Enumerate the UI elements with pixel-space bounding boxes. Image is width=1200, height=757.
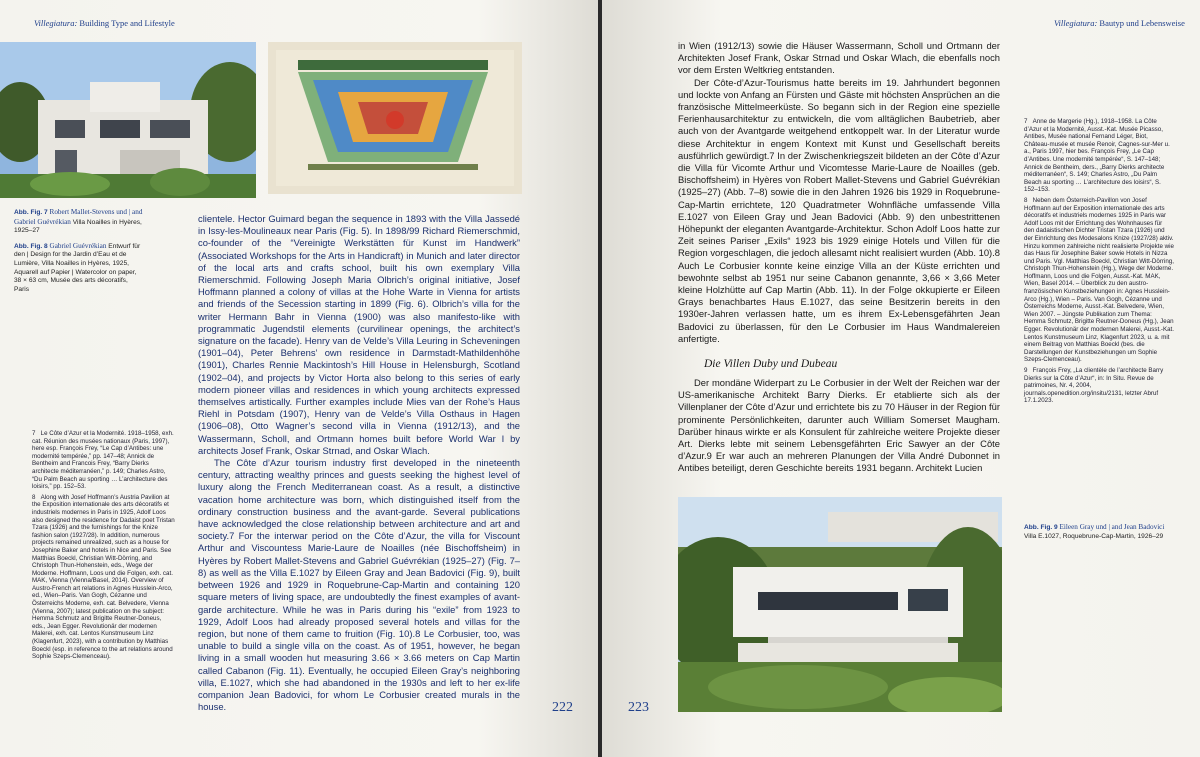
left-captions bbox=[14, 208, 144, 300]
left-page bbox=[0, 0, 598, 757]
body-paragraph: Der Côte-d’Azur-Tourismus hatte bereits im 19. Jahrhundert begonnen und lockte von Anfang an Fürsten und Gäste mit höchsten Ansprüchen an die französische Mittelmeerküste. So begann sich in der Region eine spezielle Ferienhausarchitektur zu entwickeln, die vom alltäglichen Baubetrieb, aber auch von der Avantgarde weitgehend entkoppelt war. In der Literatur wurde diese Architektur in engem Kontext mit Kunst und Gesellschaft bereits ausführlich gewürdigt.7 In der Zwischenkriegszeit bildeten an der Côte d’Azur die Villa für Vicomte Arthur und Vicomtesse Marie-Laure de Noailles (geb. Bischoffsheim) in Hyères von Robert Mallet-Stevens und Gabriel Guévrékian (1925–27) (Abb. 7–8) sowie die in den Jahren 1926 bis 1929 in Roquebrune-Cap-Martin errichtete, 120 Quadratmeter Wohnfläche umfassende Villa E.1027 von Eileen Gray und Jean Badovici (Abb. 9) den unbestrittenen Höhepunkt der eleganten Avantgarde-Architektur. Schon Adolf Loos hatte zur Zeit seines Pariser „Exils“ 1923 bis 1929 einige Hotels und Villen für die Region vorgeschlagen, die jedoch allesamt nicht realisiert wurden (Abb. 10).8 Auch Le Corbusier konnte keine einzige Villa an der Küste errichten und bewohnte selbst ab 1951 nur seine Cabanon genannte, 3,66 × 3,66 Meter kleine Holzhütte auf Cap Martin (Abb. 11). In der Folge okkupierte er Eileen Grays benachbartes Haus E.1027, das seine Besitzerin bereits in den 1930er-Jahren verlassen hatte, um es ihrem Ex-Lebensgefährten Jean Badovici zu überlassen, für den Le Corbusier im Haus Wandmalereien anfertigte. bbox=[678, 76, 1000, 344]
body-paragraph: in Wien (1912/13) sowie die Häuser Wassermann, Scholl und Ortmann der Architekten Josef Frank, Oskar Strnad und Oskar Wlach, die ebenfalls noch vor dem Ersten Weltkrieg entstanden. bbox=[678, 40, 1000, 76]
page-number-right: 223 bbox=[628, 700, 649, 715]
caption-fig8: Abb. Fig. 8 Gabriel Guévrékian Entwurf für den | Design for the Jardin d’Eau et de Lumière, Villa Noailles in Hyères, 1925, Aquarell auf Papier | Watercolor on paper, 38 × 63 cm, Musée des arts décoratifs, Paris bbox=[14, 241, 141, 293]
right-footnotes bbox=[1024, 118, 1174, 408]
body-paragraph: clientele. Hector Guimard began the sequence in 1893 with the Villa Jassedé in Issy-les-Moulineaux near Paris (Fig. 5). In 1898/99 Richard Riemerschmid, co-founder of the “Vereinigte Werkstätten für Kunst im Handwerk” (Associated Workshops for the Arts in Handicraft) in Munich and later director of the local arts and crafts school, built his own exemplary Villa Riemerschmid. Following Joseph Maria Olbrich’s original initiative, Josef Hoffmann planned a colony of villas at the Hohe Warte in Vienna for artists and friends of the Secession starting in 1899 (Fig. 6). Olbrich’s villa for the writer Hermann Bahr in Vienna (1900) was also manifesto-like with programmatic Jugendstil elements (curvilinear openings, the architect’s signature on the facade). Henry van de Velde’s Villa Leuring in Scheveningen (1901–04), Peter Behrens’ own residence in Darmstadt-Mathildenhöhe (1901), Charles Rennie Mackintosh’s Hill House in Helensburgh, Scotland (1902–04), and projects by Victor Horta also belong to this series of early modern pioneer villas and residences in which young architects expressed themselves artistically. Further examples include Mies van der Rohe’s Haus Riehl in Potsdam (1907), Henry van de Velde’s Villa Osthaus in Hagen (1906–08), Otto Wagner’s second villa in Vienna (1912/13), and the Wassermann, Scholl, and Ortmann homes built before World War I by architects Josef Frank, Oskar Strnad, and Oskar Wlach. bbox=[198, 213, 520, 456]
caption-fig9 bbox=[1024, 523, 1174, 547]
caption-fig7: Abb. Fig. 7 Robert Mallet-Stevens und | and Gabriel Guévrékian Villa Noailles in Hyères, 1925–27 bbox=[14, 208, 143, 235]
page-number-left: 222 bbox=[552, 700, 573, 715]
section-heading: Die Villen Duby und Dubeau bbox=[704, 358, 838, 370]
right-body-text bbox=[678, 40, 1000, 345]
body-paragraph: The Côte d’Azur tourism industry first developed in the nineteenth century, attracting wealthy princes and guests seeking the highest level of luxury along the French Mediterranean coast. As a result, a distinctive vacation home architecture was born, which distinguished itself from the ordinary construction business and the avant-garde. Several publications have acknowledged the close relationship between architecture and art and society.7 For the interwar period on the Côte d’Azur, the villa for Viscount Arthur and Viscountess Marie-Laure de Noailles (née Bischoffsheim) in Hyères by Robert Mallet-Stevens and Gabriel Guévrékian (1925–27) (Fig. 7–8) as well as the Villa E.1027 by Eileen Gray and Jean Badovici (Fig. 9), built between 1926 and 1929 in Roquebrune-Cap-Martin and containing 120 square meters of living space, are undoubtedly the finest examples of avant-garde architecture. While he was in Paris during his “exile” from 1923 to 1929, Adolf Loos had already proposed several hotels and villas for the region, but none of them came to fruition (Fig. 10).8 Le Corbusier, too, was unable to build a single villa on the coast. As of 1951, however, he began living in a small wooden hut measuring 3.66 × 3.66 meters on Cap Martin called Cabanon (Fig. 11). Eventually, he occupied Eileen Gray’s neighboring villa, E.1027, which she had abandoned in the 1930s and left to her ex-life companion Jean Badovici, for whom Le Corbusier created murals in the house. bbox=[198, 457, 520, 713]
running-head-left: Villegiatura: Building Type and Lifestyle bbox=[34, 18, 175, 28]
right-body-section bbox=[678, 377, 1000, 475]
jardin-watercolor bbox=[268, 42, 522, 194]
caption-fig9-text: Abb. Fig. 9 Eileen Gray und | and Jean Badovici Villa E.1027, Roquebrune-Cap-Martin, 1926–29 bbox=[1024, 523, 1165, 540]
villa-e1027-photo bbox=[678, 497, 1002, 712]
footnote-7: 7 Le Côte d’Azur et la Modernité. 1918–1958, exh. cat. Réunion des musées nationaux (Paris, 1997), here esp. François Frey, “Le Cap d’Antibes: une modernité tempérée,” pp. 147–48; Annick de Bentheim and Francois Frey, “Barry Dierks architecte méditerranéen,” p. 149; Charles Astro, “Du Palm Beach au sporting … L’architecture des loisirs,” pp. 152–53. bbox=[32, 430, 174, 491]
running-head-right: Villegiatura: Bautyp und Lebensweise bbox=[1054, 18, 1185, 28]
footnote-7: 7 Anne de Margerie (Hg.), 1918–1958. La Côte d’Azur et la Modernité, Ausst.-Kat. Musée Picasso, Antibes, Musée national Fernand Léger, Biot, Château-musée et musée Renoir, Cagnes-sur-Mer u. a., Paris 1997, hier bes. François Frey, „Le Cap d’Antibes. Une modernité tempérée“, S. 147–148; Annick de Bentheim, ders., „Barry Dierks architecte méditerranéen“, S. 149; Charles Astro, „Du Palm Beach au sporting … L’architecture des loisirs“, S. 152–153. bbox=[1024, 118, 1170, 194]
left-body-text bbox=[198, 213, 520, 713]
body-paragraph: Der mondäne Widerpart zu Le Corbusier in der Welt der Reichen war der US-amerikanische Architekt Barry Dierks. Er etablierte sich als der Villenplaner der Côte d’Azur und errichtete bis zu 70 Häuser in der Region für prominente Persönlichkeiten, darunter auch William Somerset Maugham. Darüber hinaus wirkte er als Konsulent für zahlreiche weitere Projekte dieser Art. Dierks lebte mit seinem Lebensgefährten Eric Sawyer an der Côte d’Azur.9 Er war auch an mehreren Planungen der Villa André Dubonnet in Antibes beteiligt, deren Geschichte bereits 1931 begann. Architekt Lucien bbox=[678, 377, 1000, 474]
right-page bbox=[602, 0, 1200, 757]
footnote-9: 9 François Frey, „La clientèle de l’architecte Barry Dierks sur la Côte d’Azur“, in: In Situ. Revue de patrimoines, Nr. 4, 2004, journals.openedition.org/insitu/2131, letzter Abruf 17.1.2023. bbox=[1024, 367, 1164, 405]
footnote-8: 8 Neben dem Österreich-Pavillon von Josef Hoffmann auf der Exposition internationale des arts décoratifs et industriels modernes 1925 in Paris war Adolf Loos mit der Errichtung des Wohnhauses für den dadaistischen Dichter Tristan Tzara (1926) und der Einrichtung des Modesalons Knize (1927/28) aktiv. Hinzu kommen zahlreiche nicht realisierte Projekte wie das Haus für Josephine Baker sowie Hotels in Nizza und Paris. Vgl. Matthias Boeckl, Christian Witt-Dörring, Christoph Thun-Hohenstein (Hg.), Wege der Moderne. Hoffmann, Loos und die Folgen, Ausst.-Kat. MAK, Wien, Basel 2014. – Überblick zu den austro-französischen Kunstbeziehungen in: Agnes Husslein-Arco (Hg.), Wien – Paris. Van Gogh, Cézanne und Österreichs Moderne, Ausst.-Kat. Belvedere, Wien, Wien 2007. – Jüngste Publikation zum Thema: Hemma Schmutz, Brigitte Reutner-Doneus (Hg.), Jean Egger. Revolutionär der modernen Malerei, Ausst.-Kat. Lentos Kunstmuseum Linz, Klagenfurt 2023, u. a. mit einem Beitrag von Matthias Boeckl (bes. die Darstellungen der Kunstbeziehungen um Sophie Szeps-Clemenceau). bbox=[1024, 196, 1174, 364]
footnote-8: 8 Along with Josef Hoffmann’s Austria Pavilion at the Exposition internationale des arts décoratifs et industriels modernes in Paris in 1925, Adolf Loos also designed the residence for Dadaist poet Tristan Tzara (1926) and the furnishings for the Knize fashion salon (1927/28). In addition, numerous projects remained unrealized, such as a house for Josephine Baker and hotels in Nice and Paris. See Matthias Boeckl, Christian Witt-Dörring, and Christoph Thun-Hohenstein, eds., Wege der Moderne. Hoffmann, Loos und die Folgen, exh. cat. MAK, Vienna (Vienna/Basel, 2014). Overview of Austro-French art relations in Agnes Husslein-Arco, ed., Wien–Paris. Van Gogh, Cézanne und Österreichs Moderne, exh. cat. Belvedere, Vienna (Vienna, 2007); latest publication on the subject: Hemma Schmutz and Brigitte Reutner-Doneus, eds., Jean Egger. Revolutionär der modernen Malerei, exh. cat. Lentos Kunstmuseum Linz (Klagenfurt, 2023), with a contribution by Matthias Boeckl (esp. in reference to the art relations around Sophie Szeps-Clemenceau). bbox=[32, 493, 175, 661]
left-footnotes bbox=[32, 430, 176, 664]
villa-noailles-photo bbox=[0, 42, 256, 198]
